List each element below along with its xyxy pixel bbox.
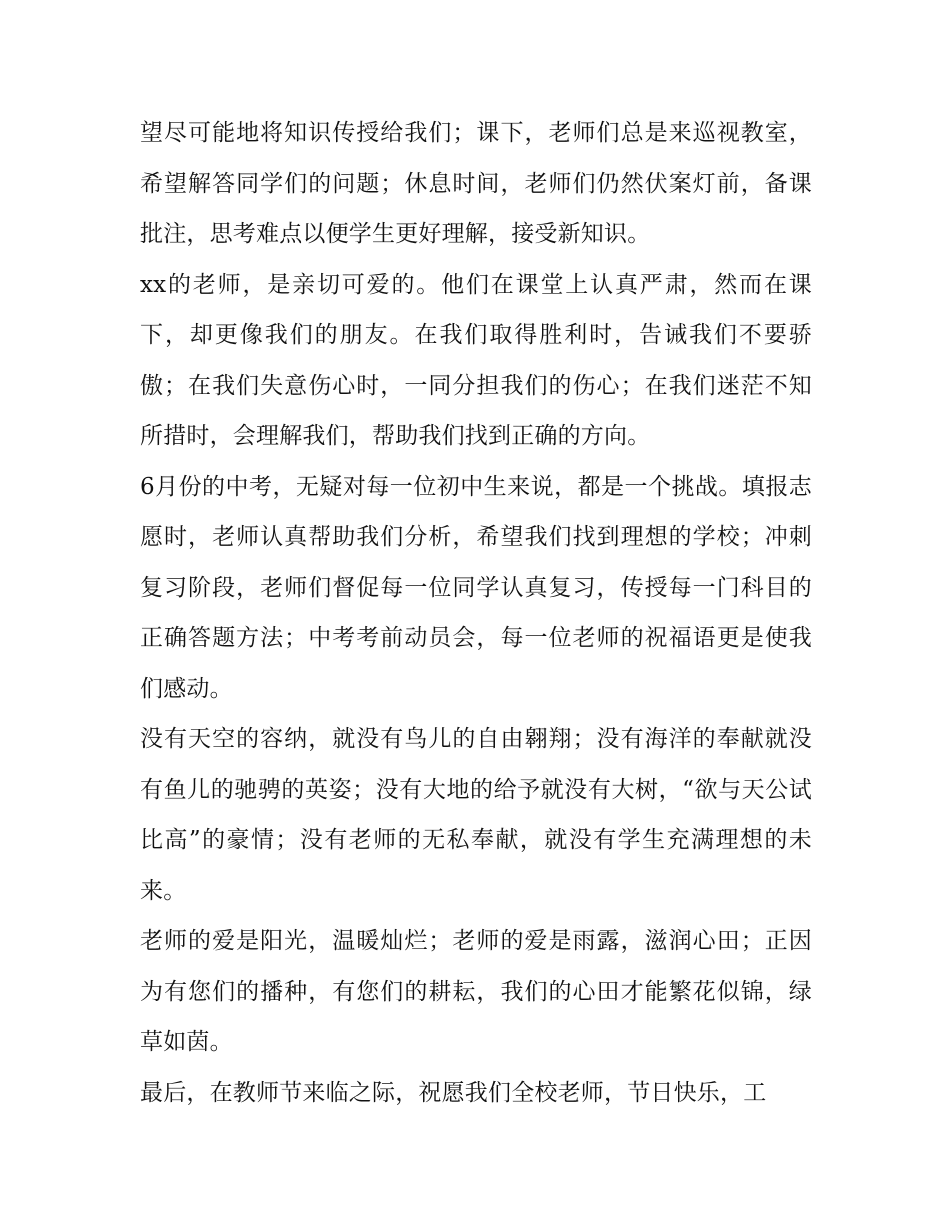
paragraph-3: 6月份的中考，无疑对每一位初中生来说，都是一个挑战。填报志愿时，老师认真帮助我们分析，希望我们找到理想的学校；冲刺复习阶段，老师们督促每一位同学认真复习，传授每一门科目的正确答题方法；中考考前动员会，每一位老师的祝福语更是使我们感动。: [140, 473, 812, 702]
document-body: [140, 108, 812, 1118]
paragraph-1: 望尽可能地将知识传授给我们；课下，老师们总是来巡视教室，希望解答同学们的问题；休息时间，老师们仍然伏案灯前，备课批注，思考难点以便学生更好理解，接受新知识。: [140, 120, 812, 247]
paragraph-6: 最后，在教师节来临之际，祝愿我们全校老师，节日快乐，工: [140, 1079, 767, 1106]
paragraph-5: 老师的爱是阳光，温暖灿烂；老师的爱是雨露，滋润心田；正因为有您们的播种，有您们的耕耘，我们的心田才能繁花似锦，绿草如茵。: [140, 928, 812, 1055]
paragraph-2: xx的老师，是亲切可爱的。他们在课堂上认真严肃，然而在课下，却更像我们的朋友。在我们取得胜利时，告诫我们不要骄傲；在我们失意伤心时，一同分担我们的伤心；在我们迷茫不知所措时，会理解我们，帮助我们找到正确的方向。: [140, 271, 812, 449]
paragraph-4: 没有天空的容纳，就没有鸟儿的自由翱翔；没有海洋的奉献就没有鱼儿的驰骋的英姿；没有大地的给予就没有大树，“欲与天公试比高”的豪情；没有老师的无私奉献，就没有学生充满理想的未来。: [140, 726, 812, 904]
